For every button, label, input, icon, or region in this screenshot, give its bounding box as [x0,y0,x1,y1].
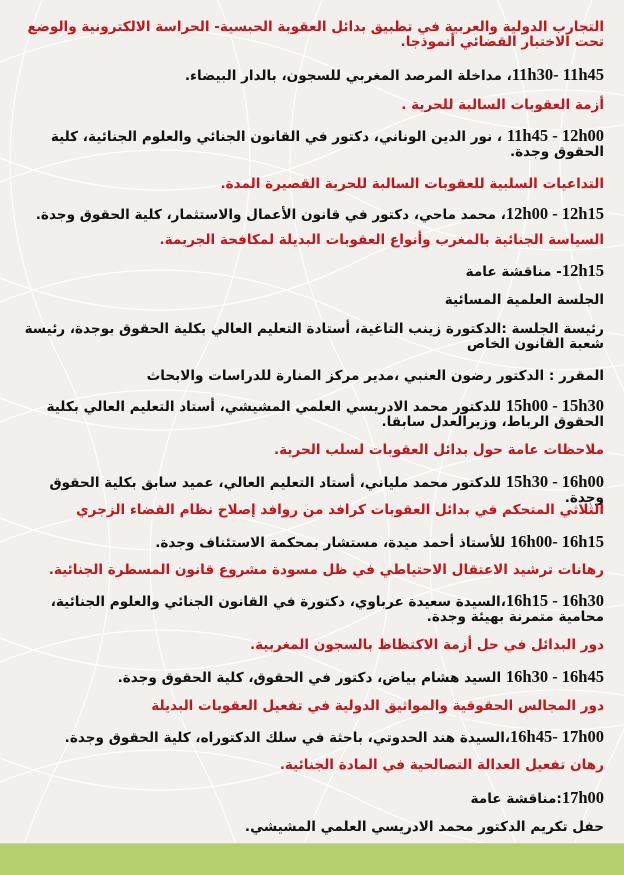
talk-entry: 15h00 - 15h30 للدكتور محمد الادريسي العلمي المشيشي، أستاد التعليم العالي بكلية الحقوق الرباط، وزيرالعدل سابقا. [46,396,604,430]
session-title: ملاحظات عامة حول بدائل العقوبات لسلب الحرية. [274,442,604,458]
talk-entry: 16h45- 17h00،السيدة هند الحدوتي، باحثة في سلك الدكتوراه، كلية الحقوق وجدة. [64,727,604,746]
time-range: 16h45- 17h00 [510,727,604,746]
talk-entry: 16h30 - 16h45 السيد هشام بياض، دكتور في الحقوق، كلية الحقوق وجدة. [117,667,604,686]
session-title: رهانات ترشيد الاعتقال الاحتياطي في ظل مسودة مشروع قانون المسطرة الجنائية. [48,562,604,578]
time-range: 16h30 - 16h45 [505,667,604,686]
session-title: دور المجالس الحقوقية والمواثيق الدولية في تفعيل العقوبات البديلة [151,698,604,714]
session-title: التجارب الدولية والعربية في تطبيق بدائل العقوبة الحبسية- الحراسة الالكترونية والوضع تحت الاختبار القضائي أنموذجا. [27,19,604,50]
session-chair: رئيسة الجلسة :الدكتورة زينب التاغية، أستادة التعليم العالي بكلية الحقوق بوجدة، رئيسة شعبة القانون الخاص [24,321,604,352]
time-range: 11h45 - 12h00 [506,126,604,145]
footer-green-bar [0,843,624,875]
afternoon-session-heading: الجلسة العلمية المسائية [444,292,604,308]
time-range: 15h30 - 16h00 [505,472,604,491]
talk-entry: 16h00- 16h15 للأستاذ أحمد ميدة، مستشار بمحكمة الاستئناف وجدة. [155,532,604,551]
session-rapporteur: المقرر : الدكتور رضون العنبي ،مدير مركز المنارة للدراسات والابحاث [146,368,604,384]
talk-entry: 15h30 - 16h00 للدكتور محمد ملياني، أستاد التعليم العالي، عميد سابق بكلية الحقوق وجدة. [49,472,604,506]
session-title: رهان تفعيل العدالة التصالحية في المادة الجنائية. [279,757,604,773]
session-title: الثلاثي المتحكم في بدائل العقوبات كرافد من روافد إصلاح نظام القضاء الزجري [76,502,604,518]
talk-entry: 17h00:مناقشة عامة [470,788,604,807]
talk-entry: 12h00 - 12h15، محمد ماحي، دكتور في قانون الأعمال والاستثمار، كلية الحقوق وجدة. [35,204,604,223]
talk-entry: 16h15 - 16h30،السيدة سعيدة عرباوي، دكتورة في القانون الجنائي والعلوم الجنائية، محامية متمرنة بهيئة وجدة. [50,591,604,625]
session-title: أزمة العقوبات السالبة للحرية . [401,97,604,113]
talk-entry: 11h30- 11h45، مداخلة المرصد المغربي للسجون، بالدار البيضاء. [184,65,604,84]
time-range: 16h15 - 16h30 [505,591,604,610]
talk-entry: 11h45 - 12h00 ، نور الدين الوناني، دكتور في القانون الجنائي والعلوم الجنائية، كلية الحقوق وجدة. [50,126,604,160]
time-range: 15h00 - 15h30 [505,396,604,415]
session-title: دور البدائل في حل أزمة الاكتظاظ بالسجون المغربية. [249,637,604,653]
closing-ceremony: حفل تكريم الدكتور محمد الادريسي العلمي المشيشي. [244,819,604,835]
session-title: السياسة الجنائية بالمغرب وأنواع العقوبات البديلة لمكافحة الجريمة. [159,232,604,248]
time-range: 17h00 [561,788,604,807]
time-range: 16h00- 16h15 [510,532,604,551]
time-range: 11h30- 11h45 [511,65,604,84]
time-range: 12h00 - 12h15 [505,204,604,223]
session-title: التداعيات السلبية للعقوبات السالبة للحرية القصيرة المدة. [220,176,604,192]
talk-entry: 12h15- مناقشة عامة [465,261,604,280]
time-range: 12h15 [561,261,604,280]
